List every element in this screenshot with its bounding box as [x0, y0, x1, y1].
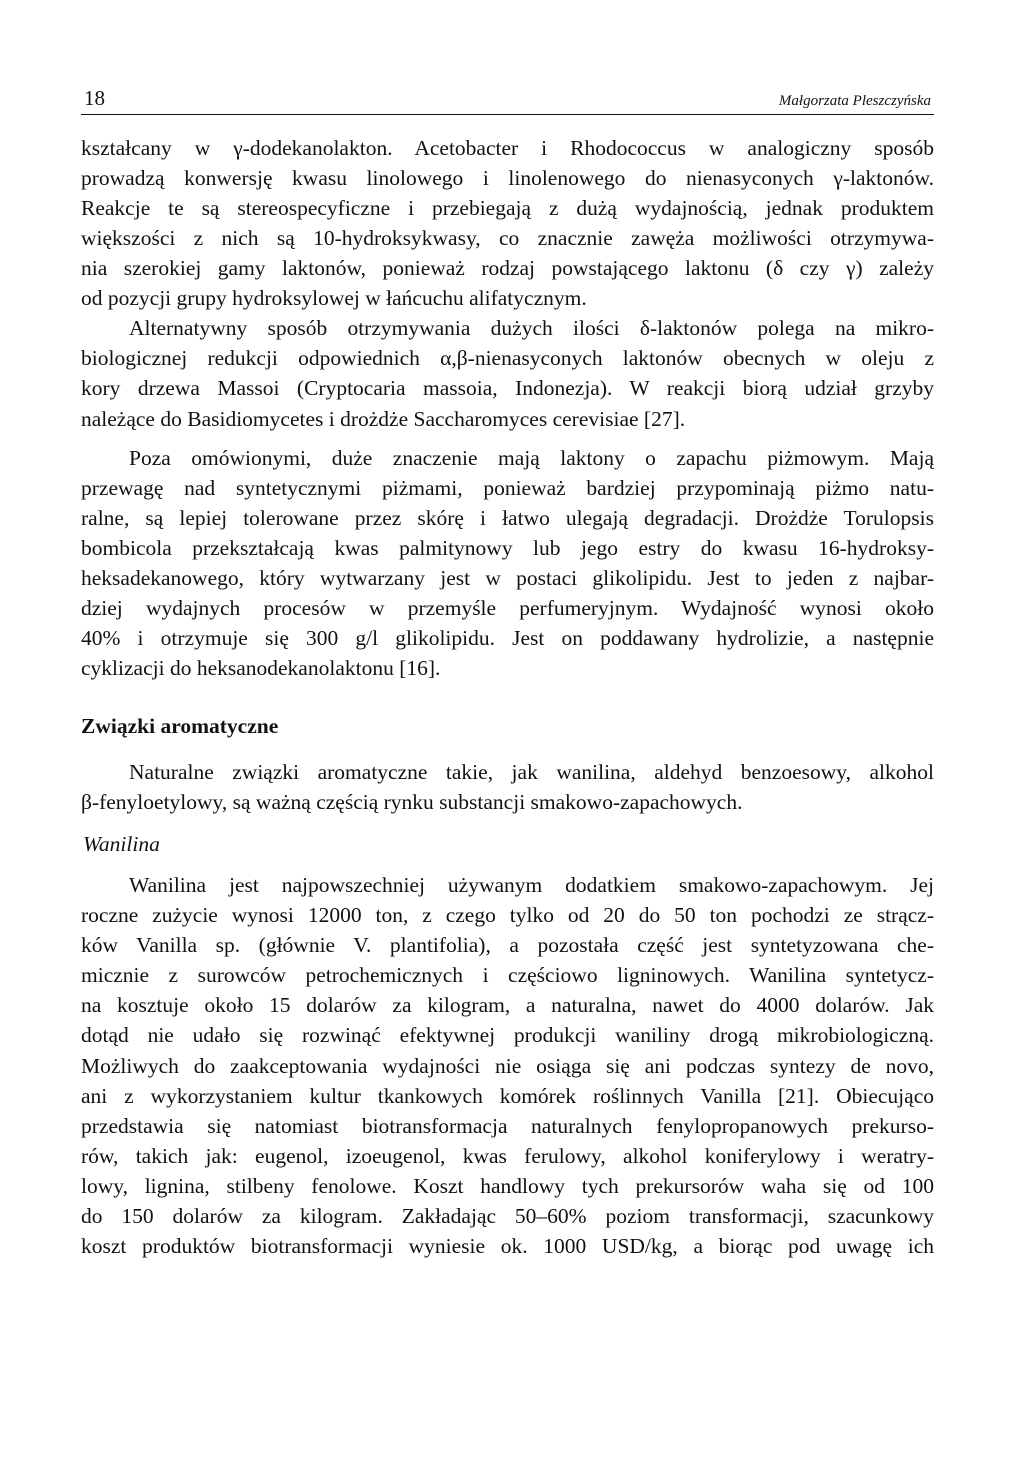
- paragraph-1-line: prowadzą konwersję kwasu linolowego i linolenowego do nienasyconych γ-laktonów.: [81, 166, 934, 190]
- paragraph-1-line: większości z nich są 10-hydroksykwasy, co znacznie zawęża możliwości otrzymywa-: [81, 226, 934, 250]
- page-header: [81, 86, 934, 115]
- paragraph-1-line: od pozycji grupy hydroksylowej w łańcuchu alifatycznym.: [81, 286, 587, 310]
- subsection-line: na kosztuje około 15 dolarów za kilogram, a naturalna, nawet do 4000 dolarów. Jak: [81, 993, 934, 1017]
- paragraph-3-line: przewagę nad syntetycznymi piżmami, ponieważ bardziej przypominają piżmo natu-: [81, 476, 934, 500]
- paragraph-1-line: Reakcje te są stereospecyficzne i przebiegają z dużą wydajnością, jednak produktem: [81, 196, 934, 220]
- subsection-line: dotąd nie udało się rozwinąć efektywnej produkcji waniliny drogą mikrobiologiczną.: [81, 1023, 934, 1047]
- paragraph-3-line: ralne, są lepiej tolerowane przez skórę i łatwo ulegają degradacji. Drożdże Torulopsis: [81, 506, 934, 530]
- paragraph-3-line: Poza omówionymi, duże znaczenie mają laktony o zapachu piżmowym. Mają: [129, 446, 934, 470]
- subsection-line: roczne zużycie wynosi 12000 ton, z czego tylko od 20 do 50 ton pochodzi ze strącz-: [81, 903, 934, 927]
- subsection-heading: Wanilina: [83, 832, 160, 856]
- section-intro-line: Naturalne związki aromatyczne takie, jak wanilina, aldehyd benzoesowy, alkohol: [129, 760, 934, 784]
- subsection-line: micznie z surowców petrochemicznych i częściowo ligninowych. Wanilina syntetycz-: [81, 963, 934, 987]
- section-intro-line: β-fenyloetylowy, są ważną częścią rynku substancji smakowo-zapachowych.: [81, 790, 743, 814]
- paragraph-1-line: kształcany w γ-dodekanolakton. Acetobacter i Rhodococcus w analogiczny sposób: [81, 136, 934, 160]
- subsection-line: koszt produktów biotransformacji wyniesie ok. 1000 USD/kg, a biorąc pod uwagę ich: [81, 1234, 934, 1258]
- paragraph-2-line: biologicznej redukcji odpowiednich α,β-nienasyconych laktonów obecnych w oleju z: [81, 346, 934, 370]
- paragraph-3-line: 40% i otrzymuje się 300 g/l glikolipidu. Jest on poddawany hydrolizie, a następnie: [81, 626, 934, 650]
- paragraph-2-line: Alternatywny sposób otrzymywania dużych ilości δ-laktonów polega na mikro-: [129, 316, 934, 340]
- running-head-author: Małgorzata Pleszczyńska: [778, 93, 931, 109]
- subsection-line: ków Vanilla sp. (głównie V. plantifolia), a pozostała część jest syntetyzowana che-: [81, 933, 934, 957]
- subsection-line: ani z wykorzystaniem kultur tkankowych komórek roślinnych Vanilla [21]. Obiecująco: [81, 1084, 934, 1108]
- subsection-line: rów, takich jak: eugenol, izoeugenol, kwas ferulowy, alkohol koniferylowy i weratry-: [81, 1144, 934, 1168]
- paragraph-2-line: kory drzewa Massoi (Cryptocaria massoia, Indonezja). W reakcji biorą udział grzyby: [81, 376, 934, 400]
- subsection-line: przedstawia się natomiast biotransformacja naturalnych fenylopropanowych prekurso-: [81, 1114, 934, 1138]
- paragraph-3-line: bombicola przekształcają kwas palmitynowy lub jego estry do kwasu 16-hydroksy-: [81, 536, 934, 560]
- subsection-line: do 150 dolarów za kilogram. Zakładając 50–60% poziom transformacji, szacunkowy: [81, 1204, 934, 1228]
- subsection-line: lowy, lignina, stilbeny fenolowe. Koszt handlowy tych prekursorów waha się od 100: [81, 1174, 934, 1198]
- paragraph-3-line: cyklizacji do heksanodekanolaktonu [16].: [81, 656, 441, 680]
- page-number: 18: [84, 86, 105, 110]
- paragraph-2-line: należące do Basidiomycetes i drożdże Saccharomyces cerevisiae [27].: [81, 407, 686, 431]
- section-heading: Związki aromatyczne: [81, 714, 279, 738]
- paragraph-1-line: nia szerokiej gamy laktonów, ponieważ rodzaj powstającego laktonu (δ czy γ) zależy: [81, 256, 934, 280]
- subsection-line: Możliwych do zaakceptowania wydajności nie osiąga się ani podczas syntezy de novo,: [81, 1054, 934, 1078]
- paragraph-3-line: dziej wydajnych procesów w przemyśle perfumeryjnym. Wydajność wynosi około: [81, 596, 934, 620]
- subsection-line: Wanilina jest najpowszechniej używanym dodatkiem smakowo-zapachowym. Jej: [129, 873, 934, 897]
- paragraph-3-line: heksadekanowego, który wytwarzany jest w postaci glikolipidu. Jest to jeden z najbar-: [81, 566, 934, 590]
